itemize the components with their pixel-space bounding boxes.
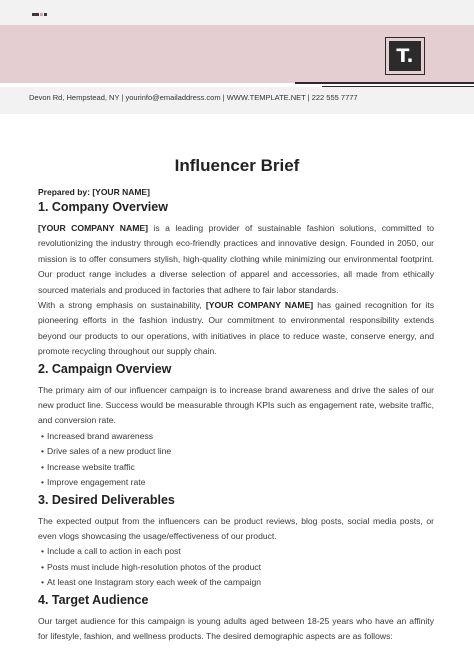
list-item: • At least one Instagram story each week of the campaign [41, 577, 262, 588]
bullet-icon: • [41, 430, 45, 441]
contact-bar [0, 87, 474, 114]
contact-info: Devon Rd, Hempstead, NY | yourinfo@emailaddress.com | WWW.TEMPLATE.NET | 222 555 7777 [29, 93, 358, 102]
section-heading-company-overview: 1. Company Overview [38, 200, 168, 214]
bullet-icon: • [41, 561, 45, 572]
company-name-placeholder: [YOUR COMPANY NAME] [38, 223, 148, 233]
section-heading-campaign-overview: 2. Campaign Overview [38, 361, 172, 376]
logo-letter: T. [389, 41, 421, 71]
accent-line [295, 82, 474, 84]
company-name-placeholder: [YOUR COMPANY NAME] [205, 300, 314, 311]
bullet-icon: • [41, 546, 45, 557]
list-item: • Improve engagement rate [41, 477, 146, 488]
target-audience-paragraph: Our target audience for this campaign is young adults aged between 18-25 years who have an affinity for lifestyle, fashion, and wellness products. The desired demographic aspects are as follows: [38, 615, 434, 641]
deliverables-list [38, 544, 434, 590]
list-item: • Include a call to action in each post [41, 546, 181, 557]
section-heading-desired-deliverables: 3. Desired Deliverables [38, 492, 175, 507]
list-item: • Posts must include high-resolution photos of the product [41, 561, 262, 572]
company-logo [385, 37, 425, 75]
section-heading-target-audience: 4. Target Audience [38, 592, 149, 607]
campaign-goals-list [38, 429, 434, 491]
prepared-by: Prepared by: [YOUR NAME] [38, 187, 150, 197]
list-item: • Drive sales of a new product line [41, 446, 172, 457]
document-body [38, 186, 434, 644]
deliverables-paragraph: The expected output from the influencers can be product reviews, blog posts, social media posts, or even vlogs showcasing the usage/effectiveness of our product. [38, 515, 434, 541]
bullet-icon: • [41, 461, 45, 472]
top-strip [0, 0, 474, 25]
list-item: • Increase website traffic [41, 461, 135, 472]
campaign-overview-paragraph: The primary aim of our influencer campaign is to increase brand awareness and drive the sales of our new product line. Success would be measurable through KPIs such as engagement rate, website traffic, and conversion rate. [38, 384, 434, 426]
bullet-icon: • [41, 446, 45, 457]
list-item: • Increased brand awareness [41, 430, 154, 441]
bullet-icon: • [41, 577, 45, 588]
bullet-icon: • [41, 477, 45, 488]
company-overview-paragraph-2: With a strong emphasis on sustainability, [YOUR COMPANY NAME] has gained recognition for its pioneering efforts in the fashion industry. Our commitment to environmental responsibility extends beyond our products to our operations, with initiatives in place to reduce waste, conserve energy, and promote recycling throughout our supply chain. [38, 300, 435, 357]
company-overview-paragraph-1: [YOUR COMPANY NAME] is a leading provider of sustainable fashion solutions, committed to revolutionizing the industry through eco-friendly practices and innovative design. Founded in 2050, our mission is to offer consumers stylish, high-quality clothing while minimizing our environmental footprint. Our product range includes a diverse selection of apparel and accessories, all made from ethically sourced materials and produced in factories that adhere to fair labor standards. [38, 223, 434, 295]
document-title: Influencer Brief [174, 156, 300, 175]
